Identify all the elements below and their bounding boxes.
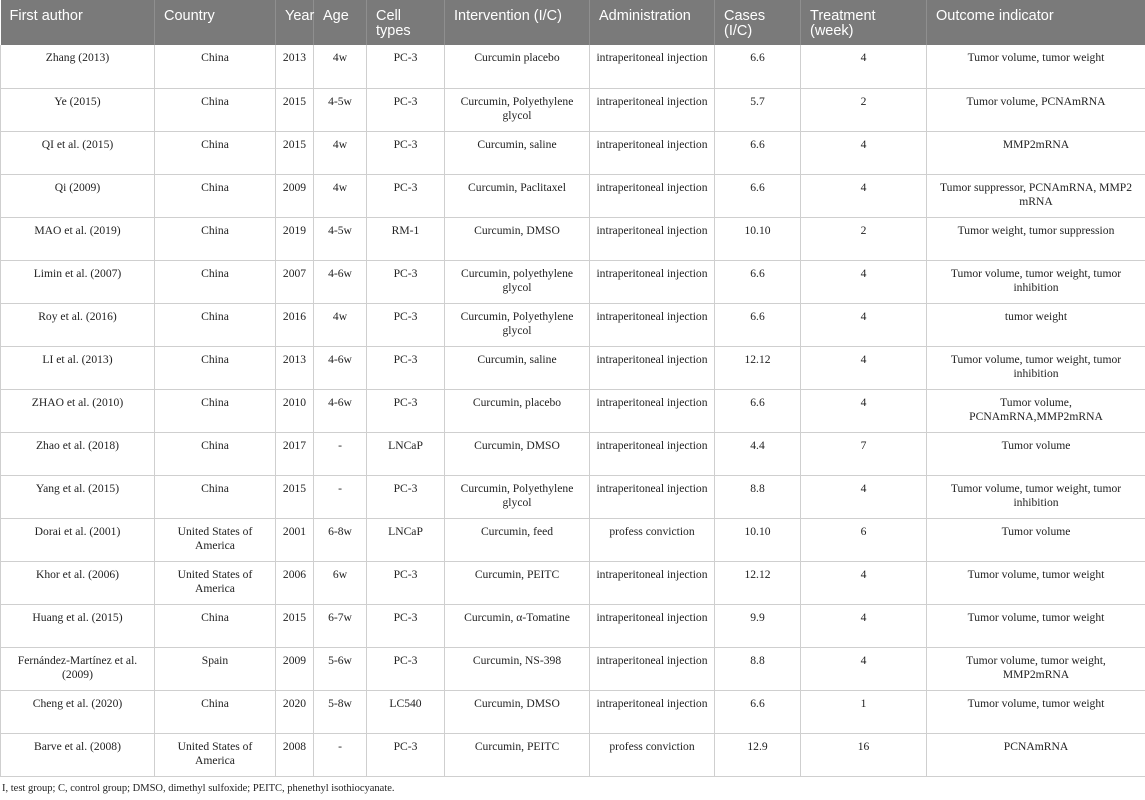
table-cell: Tumor volume [927, 518, 1145, 561]
table-cell: 4w [314, 303, 367, 346]
table-cell: 4-6w [314, 389, 367, 432]
table-cell: ZHAO et al. (2010) [1, 389, 155, 432]
table-cell: 6 [801, 518, 927, 561]
table-cell: 2009 [276, 647, 314, 690]
table-cell: 2019 [276, 217, 314, 260]
table-cell: RM-1 [367, 217, 445, 260]
table-cell: 5-6w [314, 647, 367, 690]
table-cell: intraperitoneal injection [590, 174, 715, 217]
table-cell: 6w [314, 561, 367, 604]
table-cell: 2015 [276, 88, 314, 131]
table-cell: 2015 [276, 475, 314, 518]
table-cell: - [314, 475, 367, 518]
table-cell: 2008 [276, 733, 314, 776]
table-cell: PC-3 [367, 303, 445, 346]
table-cell: - [314, 733, 367, 776]
table-cell: 6.6 [715, 45, 801, 88]
table-cell: 4 [801, 346, 927, 389]
table-cell: PC-3 [367, 45, 445, 88]
table-cell: Curcumin, saline [445, 346, 590, 389]
table-cell: China [155, 45, 276, 88]
table-cell: QI et al. (2015) [1, 131, 155, 174]
table-cell: 2001 [276, 518, 314, 561]
table-cell: 6.6 [715, 389, 801, 432]
table-cell: Tumor volume, PCNAmRNA [927, 88, 1145, 131]
column-header: Age [314, 0, 367, 45]
table-cell: 1 [801, 690, 927, 733]
table-cell: Curcumin, Polyethylene glycol [445, 303, 590, 346]
table-body [1, 45, 1145, 776]
table-cell: 4 [801, 604, 927, 647]
table-cell: 4 [801, 475, 927, 518]
table-cell: 6-8w [314, 518, 367, 561]
table-cell: 6.6 [715, 131, 801, 174]
table-cell: 4 [801, 647, 927, 690]
table-cell: 4 [801, 260, 927, 303]
table-row [1, 432, 1145, 475]
table-cell: Tumor volume, tumor weight, tumor inhibition [927, 260, 1145, 303]
column-header: Country [155, 0, 276, 45]
table-cell: Curcumin, polyethylene glycol [445, 260, 590, 303]
table-cell: LNCaP [367, 518, 445, 561]
column-header: Intervention (I/C) [445, 0, 590, 45]
table-cell: Curcumin, feed [445, 518, 590, 561]
table-cell: intraperitoneal injection [590, 647, 715, 690]
table-cell: intraperitoneal injection [590, 604, 715, 647]
table-cell: profess conviction [590, 518, 715, 561]
table-cell: PC-3 [367, 733, 445, 776]
table-cell: China [155, 690, 276, 733]
table-cell: Tumor volume, PCNAmRNA,MMP2mRNA [927, 389, 1145, 432]
table-row [1, 733, 1145, 776]
table-cell: China [155, 389, 276, 432]
table-cell: China [155, 604, 276, 647]
table-cell: Khor et al. (2006) [1, 561, 155, 604]
table-cell: Roy et al. (2016) [1, 303, 155, 346]
table-cell: 16 [801, 733, 927, 776]
table-cell: Dorai et al. (2001) [1, 518, 155, 561]
table-cell: Limin et al. (2007) [1, 260, 155, 303]
column-header: Year [276, 0, 314, 45]
table-cell: 8.8 [715, 647, 801, 690]
table-cell: China [155, 303, 276, 346]
table-cell: China [155, 174, 276, 217]
table-cell: PC-3 [367, 604, 445, 647]
table-row [1, 303, 1145, 346]
table-cell: Tumor volume, tumor weight [927, 45, 1145, 88]
table-row [1, 45, 1145, 88]
table-cell: Tumor volume, tumor weight, tumor inhibition [927, 475, 1145, 518]
table-cell: intraperitoneal injection [590, 346, 715, 389]
table-cell: intraperitoneal injection [590, 561, 715, 604]
table-cell: 4w [314, 131, 367, 174]
header-row [1, 0, 1145, 45]
table-cell: Tumor volume [927, 432, 1145, 475]
table-cell: United States of America [155, 733, 276, 776]
table-cell: intraperitoneal injection [590, 217, 715, 260]
column-header: Cell types [367, 0, 445, 45]
table-cell: China [155, 432, 276, 475]
table-header [1, 0, 1145, 45]
table-cell: Curcumin, α-Tomatine [445, 604, 590, 647]
table-row [1, 475, 1145, 518]
table-cell: 4w [314, 45, 367, 88]
table-cell: Qi (2009) [1, 174, 155, 217]
table-cell: Zhang (2013) [1, 45, 155, 88]
table-cell: Curcumin, placebo [445, 389, 590, 432]
table-cell: MMP2mRNA [927, 131, 1145, 174]
table-cell: Curcumin, DMSO [445, 690, 590, 733]
table-row [1, 518, 1145, 561]
table-row [1, 174, 1145, 217]
table-cell: Curcumin, Paclitaxel [445, 174, 590, 217]
table-cell: 6-7w [314, 604, 367, 647]
table-cell: PC-3 [367, 647, 445, 690]
table-cell: 6.6 [715, 174, 801, 217]
table-cell: Tumor volume, tumor weight [927, 561, 1145, 604]
table-cell: Curcumin, Polyethylene glycol [445, 475, 590, 518]
table-cell: Spain [155, 647, 276, 690]
table-cell: intraperitoneal injection [590, 432, 715, 475]
table-cell: intraperitoneal injection [590, 303, 715, 346]
table-cell: 4w [314, 174, 367, 217]
table-cell: Barve et al. (2008) [1, 733, 155, 776]
column-header: Cases (I/C) [715, 0, 801, 45]
table-row [1, 647, 1145, 690]
table-cell: 12.12 [715, 346, 801, 389]
table-cell: 12.9 [715, 733, 801, 776]
table-cell: Huang et al. (2015) [1, 604, 155, 647]
column-header: Treatment (week) [801, 0, 927, 45]
table-cell: China [155, 475, 276, 518]
table-cell: profess conviction [590, 733, 715, 776]
table-cell: 4.4 [715, 432, 801, 475]
table-cell: 2 [801, 217, 927, 260]
table-cell: PC-3 [367, 561, 445, 604]
table-cell: Curcumin, DMSO [445, 217, 590, 260]
table-cell: PC-3 [367, 346, 445, 389]
table-cell: 2013 [276, 45, 314, 88]
table-cell: PCNAmRNA [927, 733, 1145, 776]
table-cell: Tumor volume, tumor weight, tumor inhibition [927, 346, 1145, 389]
table-row [1, 346, 1145, 389]
table-cell: China [155, 260, 276, 303]
table-cell: intraperitoneal injection [590, 45, 715, 88]
table-row [1, 690, 1145, 733]
table-row [1, 561, 1145, 604]
table-footnote: I, test group; C, control group; DMSO, dimethyl sulfoxide; PEITC, phenethyl isothiocyanate. [0, 777, 1145, 800]
table-cell: 2006 [276, 561, 314, 604]
table-row [1, 389, 1145, 432]
column-header: Administration [590, 0, 715, 45]
table-cell: 6.6 [715, 303, 801, 346]
table-cell: Curcumin, saline [445, 131, 590, 174]
table-cell: 7 [801, 432, 927, 475]
table-cell: 8.8 [715, 475, 801, 518]
table-cell: 4 [801, 45, 927, 88]
table-cell: 4 [801, 561, 927, 604]
table-cell: LC540 [367, 690, 445, 733]
table-cell: Tumor volume, tumor weight [927, 690, 1145, 733]
table-cell: 2013 [276, 346, 314, 389]
table-cell: intraperitoneal injection [590, 260, 715, 303]
table-cell: China [155, 346, 276, 389]
table-cell: United States of America [155, 561, 276, 604]
table-row [1, 260, 1145, 303]
table-cell: 2009 [276, 174, 314, 217]
table-cell: 4-5w [314, 88, 367, 131]
table-cell: 12.12 [715, 561, 801, 604]
table-cell: intraperitoneal injection [590, 690, 715, 733]
table-cell: PC-3 [367, 131, 445, 174]
table-cell: 5.7 [715, 88, 801, 131]
table-cell: 2015 [276, 604, 314, 647]
table-cell: PC-3 [367, 88, 445, 131]
table-cell: Curcumin placebo [445, 45, 590, 88]
table-cell: PC-3 [367, 260, 445, 303]
table-cell: United States of America [155, 518, 276, 561]
table-cell: 2 [801, 88, 927, 131]
table-cell: China [155, 217, 276, 260]
table-cell: Tumor suppressor, PCNAmRNA, MMP2 mRNA [927, 174, 1145, 217]
table-cell: 10.10 [715, 518, 801, 561]
table-row [1, 604, 1145, 647]
table-cell: Fernández-Martínez et al. (2009) [1, 647, 155, 690]
column-header: Outcome indicator [927, 0, 1145, 45]
table-cell: 9.9 [715, 604, 801, 647]
table-cell: - [314, 432, 367, 475]
table-cell: MAO et al. (2019) [1, 217, 155, 260]
table-cell: LI et al. (2013) [1, 346, 155, 389]
table-cell: China [155, 88, 276, 131]
table-cell: 4-5w [314, 217, 367, 260]
table-cell: Ye (2015) [1, 88, 155, 131]
table-cell: 6.6 [715, 690, 801, 733]
table-cell: Curcumin, PEITC [445, 733, 590, 776]
table-cell: Cheng et al. (2020) [1, 690, 155, 733]
table-cell: 4 [801, 131, 927, 174]
table-cell: intraperitoneal injection [590, 475, 715, 518]
table-cell: 10.10 [715, 217, 801, 260]
table-cell: 4 [801, 389, 927, 432]
table-cell: 4 [801, 174, 927, 217]
table-cell: 4-6w [314, 260, 367, 303]
table-cell: 2010 [276, 389, 314, 432]
table-cell: 2007 [276, 260, 314, 303]
table-cell: intraperitoneal injection [590, 88, 715, 131]
table-cell: LNCaP [367, 432, 445, 475]
table-cell: PC-3 [367, 389, 445, 432]
table-cell: PC-3 [367, 475, 445, 518]
table-row [1, 131, 1145, 174]
table-row [1, 217, 1145, 260]
table-cell: Curcumin, PEITC [445, 561, 590, 604]
table-cell: 4 [801, 303, 927, 346]
table-cell: 2017 [276, 432, 314, 475]
table-cell: intraperitoneal injection [590, 131, 715, 174]
table-cell: 2020 [276, 690, 314, 733]
table-cell: PC-3 [367, 174, 445, 217]
table-row [1, 88, 1145, 131]
table-cell: Curcumin, DMSO [445, 432, 590, 475]
table-cell: Curcumin, Polyethylene glycol [445, 88, 590, 131]
table-cell: Curcumin, NS-398 [445, 647, 590, 690]
table-cell: Zhao et al. (2018) [1, 432, 155, 475]
table-cell: 5-8w [314, 690, 367, 733]
column-header: First author [1, 0, 155, 45]
table-cell: 4-6w [314, 346, 367, 389]
table-cell: tumor weight [927, 303, 1145, 346]
table-cell: Tumor weight, tumor suppression [927, 217, 1145, 260]
table-cell: Yang et al. (2015) [1, 475, 155, 518]
table-cell: 2015 [276, 131, 314, 174]
table-cell: Tumor volume, tumor weight [927, 604, 1145, 647]
table-cell: intraperitoneal injection [590, 389, 715, 432]
table-cell: 6.6 [715, 260, 801, 303]
table-cell: China [155, 131, 276, 174]
table-cell: Tumor volume, tumor weight, MMP2mRNA [927, 647, 1145, 690]
table-cell: 2016 [276, 303, 314, 346]
